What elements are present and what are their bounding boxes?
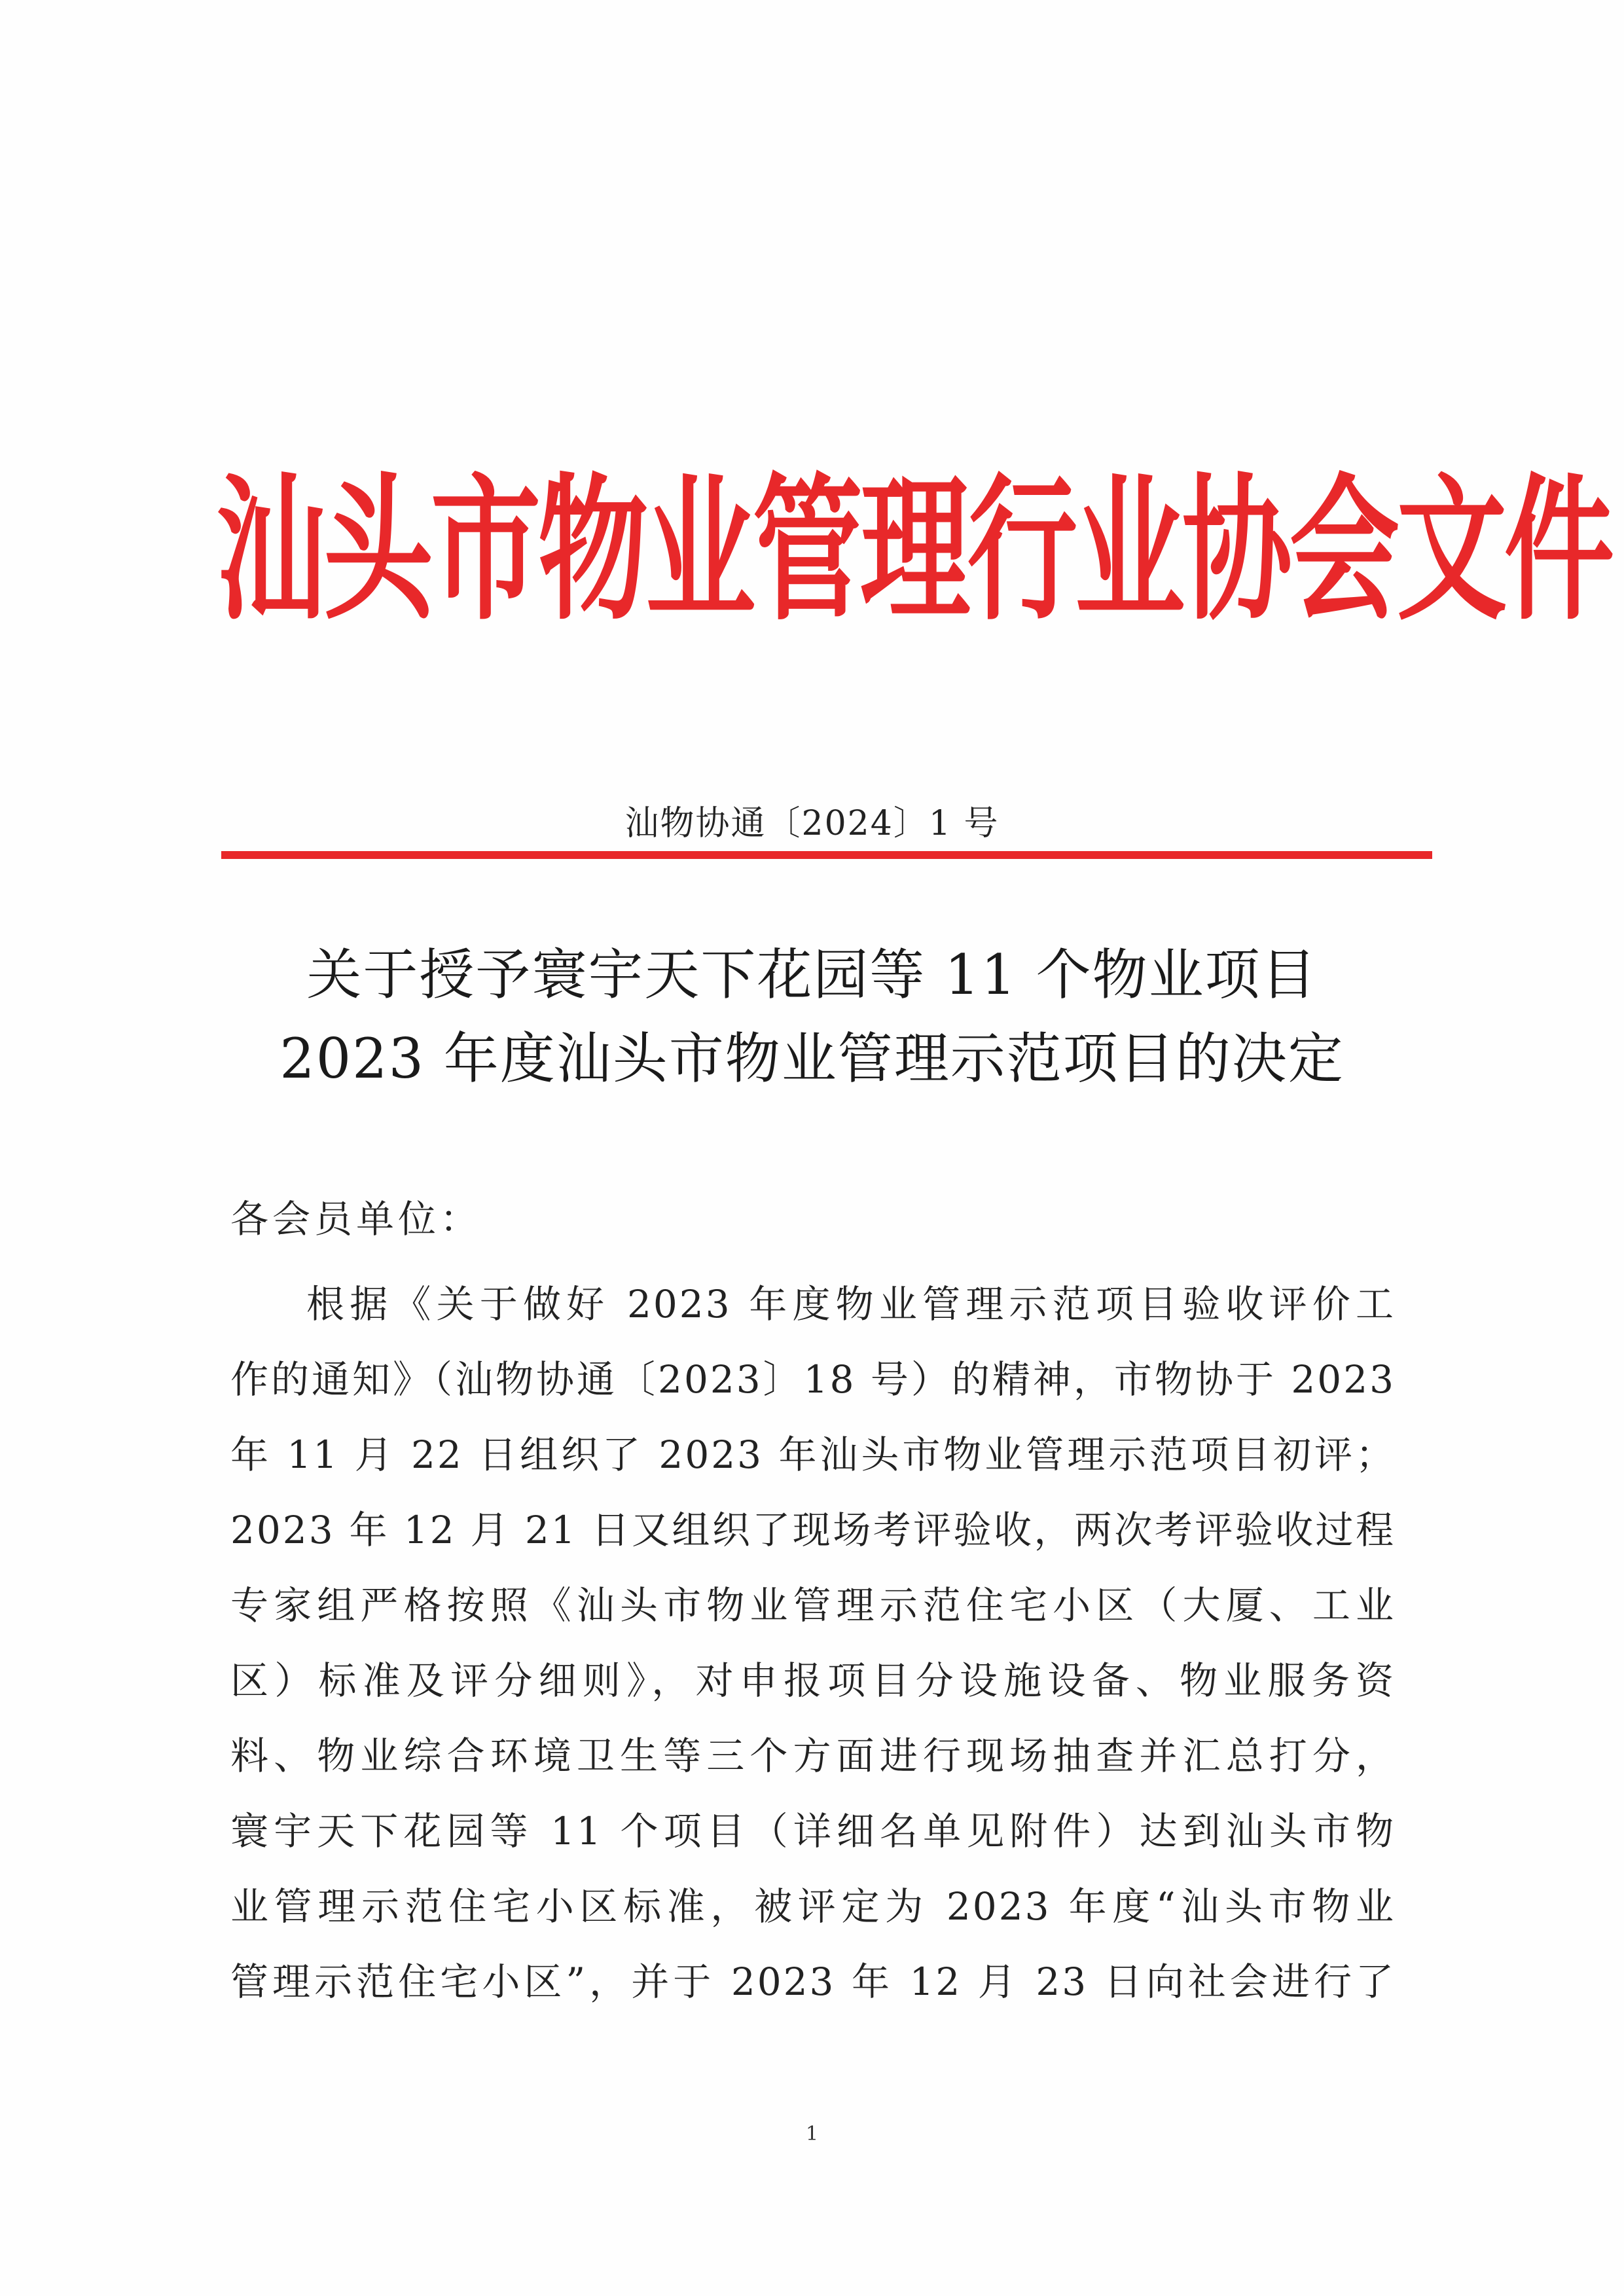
title-line-2: 2023 年度汕头市物业管理示范项目的决定 xyxy=(280,1027,1344,1091)
body-line: 业管理示范住宅小区标准，被评定为 2023 年度“汕头市物业 xyxy=(230,1884,1396,1929)
body-line: 年 11 月 22 日组织了 2023 年汕头市物业管理示范项目初评； xyxy=(230,1432,1396,1477)
page-number: 1 xyxy=(805,2123,819,2145)
body-line: 专家组严格按照《汕头市物业管理示范住宅小区（大厦、工业 xyxy=(230,1583,1396,1628)
title-line-1: 关于授予寰宇天下花园等 11 个物业项目 xyxy=(306,943,1318,1007)
body-line: 作的通知》（汕物协通〔2023〕18 号）的精神，市物协于 2023 xyxy=(230,1357,1396,1402)
red-separator-line xyxy=(221,851,1432,859)
salutation: 各会员单位： xyxy=(230,1197,482,1241)
body-line: 料、物业综合环境卫生等三个方面进行现场抽查并汇总打分， xyxy=(230,1734,1396,1778)
document-title xyxy=(0,933,1624,1101)
body-line: 管理示范住宅小区”，并于 2023 年 12 月 23 日向社会进行了 xyxy=(230,1959,1396,2004)
issuer-header-title: 汕头市物业管理行业协会文件 xyxy=(216,457,1612,642)
body-paragraph xyxy=(230,1267,1396,2020)
document-number: 汕物协通〔2024〕1 号 xyxy=(624,804,1000,843)
body-line: 2023 年 12 月 21 日又组织了现场考评验收，两次考评验收过程 xyxy=(230,1508,1396,1552)
body-line: 根据《关于做好 2023 年度物业管理示范项目验收评价工 xyxy=(306,1282,1396,1326)
body-line: 区）标准及评分细则》，对申报项目分设施设备、物业服务资 xyxy=(230,1658,1396,1703)
body-line: 寰宇天下花园等 11 个项目（详细名单见附件）达到汕头市物 xyxy=(230,1809,1396,1853)
